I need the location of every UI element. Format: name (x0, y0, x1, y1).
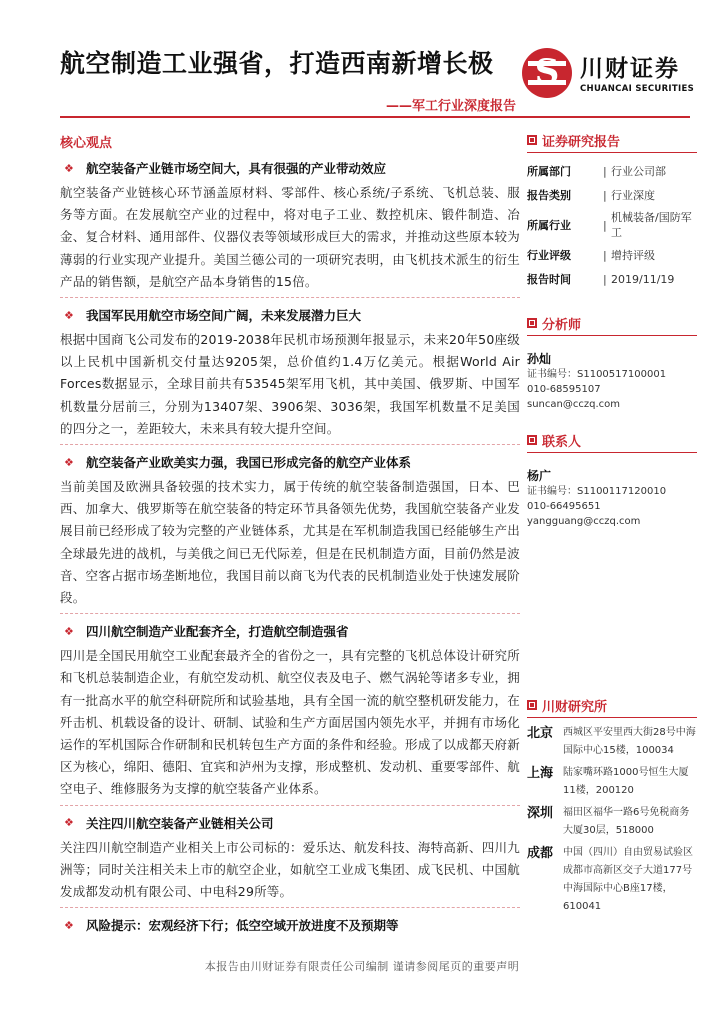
section-heading-text: 关注四川航空装备产业链相关公司 (86, 815, 274, 831)
address-row (527, 764, 697, 800)
sidebar-divider (527, 717, 697, 718)
info-row: 报告时间 | 2019/11/19 (527, 267, 697, 291)
info-value: 行业深度 (611, 188, 655, 202)
logo-en-name: CHUANCAI SECURITIES (580, 84, 694, 94)
contact-heading (527, 430, 697, 450)
report-subtitle: ——军工行业深度报告 (385, 99, 516, 114)
contact-heading-text: 联系人 (542, 434, 582, 450)
logo-glyph: S (534, 52, 560, 92)
address-city: 北京 (527, 726, 554, 741)
section-1 (60, 157, 520, 298)
section-body: 关注四川航空制造产业相关上市公司标的：爱乐达、航发科技、海特高新、四川九洲等；同时关注相关未上市的航空企业，如航空工业成飞集团、成飞民机、中国航发成都发动机有限公司、中电科29所等。 (60, 837, 520, 909)
analyst-heading (527, 313, 697, 333)
section-heading (60, 620, 520, 642)
section-body: 航空装备产业链核心环节涵盖原材料、零部件、核心系统/子系统、飞机总装、服务等方面。在发展航空产业的过程中，将对电子工业、数控机床、锻件制造、冶金、复合材料、通用部件、仪器仪表等领域形成巨大的需求，并推动这些原本较为薄弱的行业实现产业提升。美国兰德公司的一项研究表明，由飞机技术派生的衍生产品的销售额，是航空产品本身销售的15倍。 (60, 182, 520, 298)
address-row (527, 724, 697, 760)
contact-email[interactable]: yangguang@cczq.com (527, 516, 641, 527)
info-row: 行业评级 | 增持评级 (527, 243, 697, 267)
address-city: 深圳 (527, 806, 554, 821)
contact-name: 杨广 (527, 469, 552, 483)
address-row (527, 804, 697, 840)
analyst-name: 孙灿 (527, 352, 552, 366)
square-bullet-icon (527, 318, 537, 328)
section-heading-text: 风险提示：宏观经济下行；低空空域开放进度不及预期等 (86, 918, 399, 934)
section-6 (60, 914, 520, 936)
section-heading-text: 航空装备产业欧美实力强，我国已形成完备的航空产业体系 (86, 455, 412, 471)
institute-heading (527, 695, 697, 715)
analyst-email[interactable]: suncan@cczq.com (527, 399, 620, 410)
section-3 (60, 451, 520, 614)
logo-cn-name: 川财证券 (580, 56, 680, 82)
section-heading-text: 四川航空制造产业配套齐全，打造航空制造强省 (86, 624, 349, 640)
address-text: 西城区平安里西大街28号中海国际中心15楼，100034 (563, 727, 696, 756)
main-column (60, 128, 520, 936)
info-value: 行业公司部 (611, 164, 666, 178)
info-label: 报告类别 (527, 189, 571, 202)
address-row (527, 844, 697, 916)
diamond-bullet-icon: ❖ (64, 455, 74, 469)
info-label: 所属行业 (527, 219, 571, 232)
address-text: 陆家嘴环路1000号恒生大厦11楼，200120 (563, 767, 689, 796)
square-bullet-icon (527, 135, 537, 145)
section-heading (60, 451, 520, 473)
risk-warning-heading (60, 914, 520, 936)
section-heading (60, 157, 520, 179)
analyst-phone: 010-68595107 (527, 384, 601, 395)
info-value: 增持评级 (611, 248, 655, 262)
report-info-heading (527, 130, 697, 150)
info-label: 行业评级 (527, 249, 571, 262)
analyst-heading-text: 分析师 (542, 317, 582, 333)
analyst-cert: 证书编号：S1100517100001 (527, 369, 667, 380)
square-bullet-icon (527, 700, 537, 710)
sidebar (527, 130, 697, 920)
address-city: 上海 (527, 766, 554, 781)
square-bullet-icon (527, 435, 537, 445)
section-heading (60, 304, 520, 326)
info-value: 2019/11/19 (611, 272, 675, 286)
section-heading-text: 航空装备产业链市场空间大，具有很强的产业带动效应 (86, 161, 387, 176)
info-row: 所属行业 | 机械装备/国防军工 (527, 207, 697, 243)
address-text: 福田区福华一路6号免税商务大厦30层，518000 (563, 807, 690, 836)
report-info-table (527, 159, 697, 291)
section-body: 当前美国及欧洲具备较强的技术实力，属于传统的航空装备制造强国，日本、巴西、加拿大、俄罗斯等在航空装备的特定环节具备领先优势，我国航空装备产业发展目前已经形成了较为完整的产业链体系，尤其是在军机制造我国已经能够生产出全球最先进的战机，与美俄之间已无代际差，但是在民机制造方面，目前仍然是波音、空客占据市场垄断地位，我国目前以商飞为代表的民机制造业处于快速发展阶段。 (60, 476, 520, 614)
footer-disclaimer: 本报告由川财证券有限责任公司编制 谨请参阅尾页的重要声明 (204, 960, 520, 973)
sidebar-divider (527, 152, 697, 153)
report-info-heading-text: 证券研究报告 (542, 134, 621, 150)
chuancai-logo-icon (522, 48, 572, 98)
section-heading (60, 812, 520, 834)
section-2 (60, 304, 520, 445)
contact-phone: 010-66495651 (527, 501, 601, 512)
key-points-label: 核心观点 (60, 136, 113, 151)
diamond-bullet-icon: ❖ (64, 816, 74, 830)
diamond-bullet-icon: ❖ (64, 308, 74, 322)
company-logo (522, 46, 694, 102)
section-4 (60, 620, 520, 805)
contact-cert: 证书编号：S1100117120010 (527, 486, 667, 497)
info-label: 报告时间 (527, 273, 571, 286)
institute-heading-text: 川财研究所 (542, 699, 608, 715)
info-row: 报告类别 | 行业深度 (527, 183, 697, 207)
info-label: 所属部门 (527, 165, 571, 178)
section-heading-text: 我国军民用航空市场空间广阔，未来发展潜力巨大 (86, 308, 362, 324)
section-body: 根据中国商飞公司发布的2019-2038年民机市场预测年报显示，未来20年50座级以上民机中国新机交付量达9205架，总价值约1.4万亿美元。根据World Air Forces数据显示，全球目前共有53545架军用飞机，其中美国、俄罗斯、中国军机数量分居前三，分别为13407架、3906架、3036架，我国军机数量不足美国的四分之一，差距较大，未来具有较大提升空间。 (60, 329, 520, 445)
address-text: 中国（四川）自由贸易试验区成都市高新区交子大道177号中海国际中心B座17楼，610041 (563, 847, 693, 912)
diamond-bullet-icon: ❖ (64, 624, 74, 638)
report-title: 航空制造工业强省，打造西南新增长极 (60, 49, 494, 78)
section-body: 四川是全国民用航空工业配套最齐全的省份之一，具有完整的飞机总体设计研究所和飞机总装制造企业，有航空发动机、航空仪表及电子、燃气涡轮等诸多专业，拥有一批高水平的航空科研院所和试验基地，具有全国一流的航空整机研发能力，在歼击机、机载设备的设计、研制、试验和生产方面居国内领先水平，并拥有市场化运作的军机国际合作研制和民机转包生产方面的条件和经验。形成了以成都天府新区为核心，绵阳、德阳、宜宾和泸州为支撑，形成整机、发动机、重要零部件、航空电子、维修服务为支撑的航空装备产业体系。 (60, 645, 520, 805)
diamond-bullet-icon: ❖ (64, 161, 74, 175)
info-row: 所属部门 | 行业公司部 (527, 159, 697, 183)
info-value: 机械装备/国防军工 (611, 211, 692, 239)
sidebar-divider (527, 452, 697, 453)
sidebar-divider (527, 335, 697, 336)
address-city: 成都 (527, 846, 554, 861)
section-5 (60, 812, 520, 909)
header-divider (60, 116, 690, 118)
diamond-bullet-icon: ❖ (64, 918, 74, 932)
